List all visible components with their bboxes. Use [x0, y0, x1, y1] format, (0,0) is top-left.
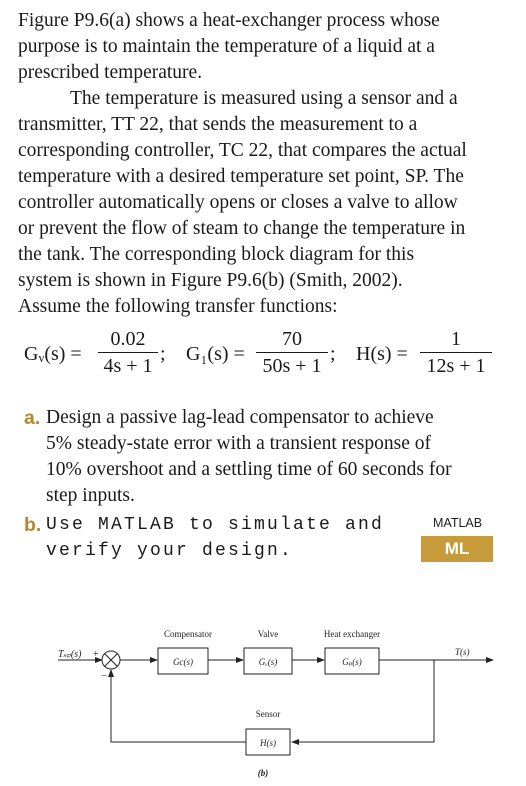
compensator-tf: Gc(s) — [173, 657, 193, 667]
heat-exchanger-title: Heat exchanger — [323, 629, 381, 639]
text-line: 5% steady-state error with a transient response of — [46, 433, 431, 454]
text-line: prescribed temperature. — [18, 62, 203, 83]
separator: ; — [160, 343, 166, 365]
h-numerator: 1 — [451, 328, 461, 350]
compensator-title: Compensator — [164, 629, 212, 639]
text-line: system is shown in Figure P9.6(b) (Smith, 2002). — [18, 270, 403, 291]
separator: ; — [330, 343, 336, 365]
fraction-bar — [98, 352, 158, 353]
text-line: The temperature is measured using a sensor and a — [70, 88, 458, 109]
g1-lhs: G₁(s) = — [186, 343, 245, 365]
plus-sign: + — [93, 649, 99, 660]
g1-fraction — [256, 328, 328, 377]
text-line: Figure P9.6(a) shows a heat-exchanger process whose — [18, 10, 440, 31]
fraction-bar — [256, 352, 328, 353]
text-line: Assume the following transfer functions: — [18, 296, 338, 317]
input-label: Tₛₚ(s) — [58, 649, 82, 660]
sensor-title: Sensor — [255, 709, 281, 719]
text-line: the tank. The corresponding block diagram for this — [18, 244, 415, 265]
output-label: T(s) — [455, 647, 470, 657]
g1-denominator: 50s + 1 — [262, 355, 322, 377]
part-label: a. — [24, 407, 41, 429]
figure-caption: (b) — [257, 768, 269, 778]
fraction-bar — [420, 352, 492, 353]
sensor-tf: H(s) — [260, 738, 276, 748]
summing-junction — [102, 651, 120, 669]
h-denominator: 12s + 1 — [426, 355, 486, 377]
text-line: or prevent the flow of steam to change the temperature in — [18, 218, 466, 239]
text-line: controller automatically opens or closes a valve to allow — [18, 192, 458, 213]
h-lhs: H(s) = — [356, 343, 408, 365]
gv-lhs: Gᵥ(s) = — [24, 343, 82, 365]
block-diagram — [0, 600, 526, 786]
gv-fraction — [98, 328, 158, 377]
text-line: step inputs. — [46, 485, 135, 506]
text-line: purpose is to maintain the temperature of a liquid at a — [18, 36, 435, 57]
description-paragraph — [18, 86, 496, 320]
h-fraction — [420, 328, 492, 377]
text-line: 10% overshoot and a settling time of 60 seconds for — [46, 459, 452, 480]
problem-part-a — [24, 405, 492, 509]
text-line: Design a passive lag-lead compensator to achieve — [46, 407, 434, 428]
intro-paragraph — [18, 8, 496, 86]
text-line: corresponding controller, TC 22, that compares the actual — [18, 140, 467, 161]
g1-numerator: 70 — [282, 328, 302, 350]
valve-tf: Gᵥ(s) — [258, 657, 278, 667]
transfer-functions — [0, 328, 526, 388]
part-label: b. — [24, 514, 42, 536]
minus-sign: − — [101, 670, 108, 682]
heat-exchanger-tf: Gₚ(s) — [342, 657, 362, 667]
gv-numerator: 0.02 — [110, 328, 146, 350]
matlab-label: MATLAB — [433, 516, 483, 530]
feedback-path-to-junction — [111, 670, 246, 742]
text-line: verify your design. — [46, 541, 294, 561]
part-a-text — [46, 405, 492, 509]
valve-title: Valve — [257, 629, 279, 639]
text-line: transmitter, TT 22, that sends the measurement to a — [18, 114, 418, 135]
ml-badge: ML — [421, 536, 493, 562]
gv-denominator: 4s + 1 — [103, 355, 153, 377]
text-line: Use MATLAB to simulate and — [46, 515, 385, 535]
text-line: temperature with a desired temperature set point, SP. The — [18, 166, 464, 187]
